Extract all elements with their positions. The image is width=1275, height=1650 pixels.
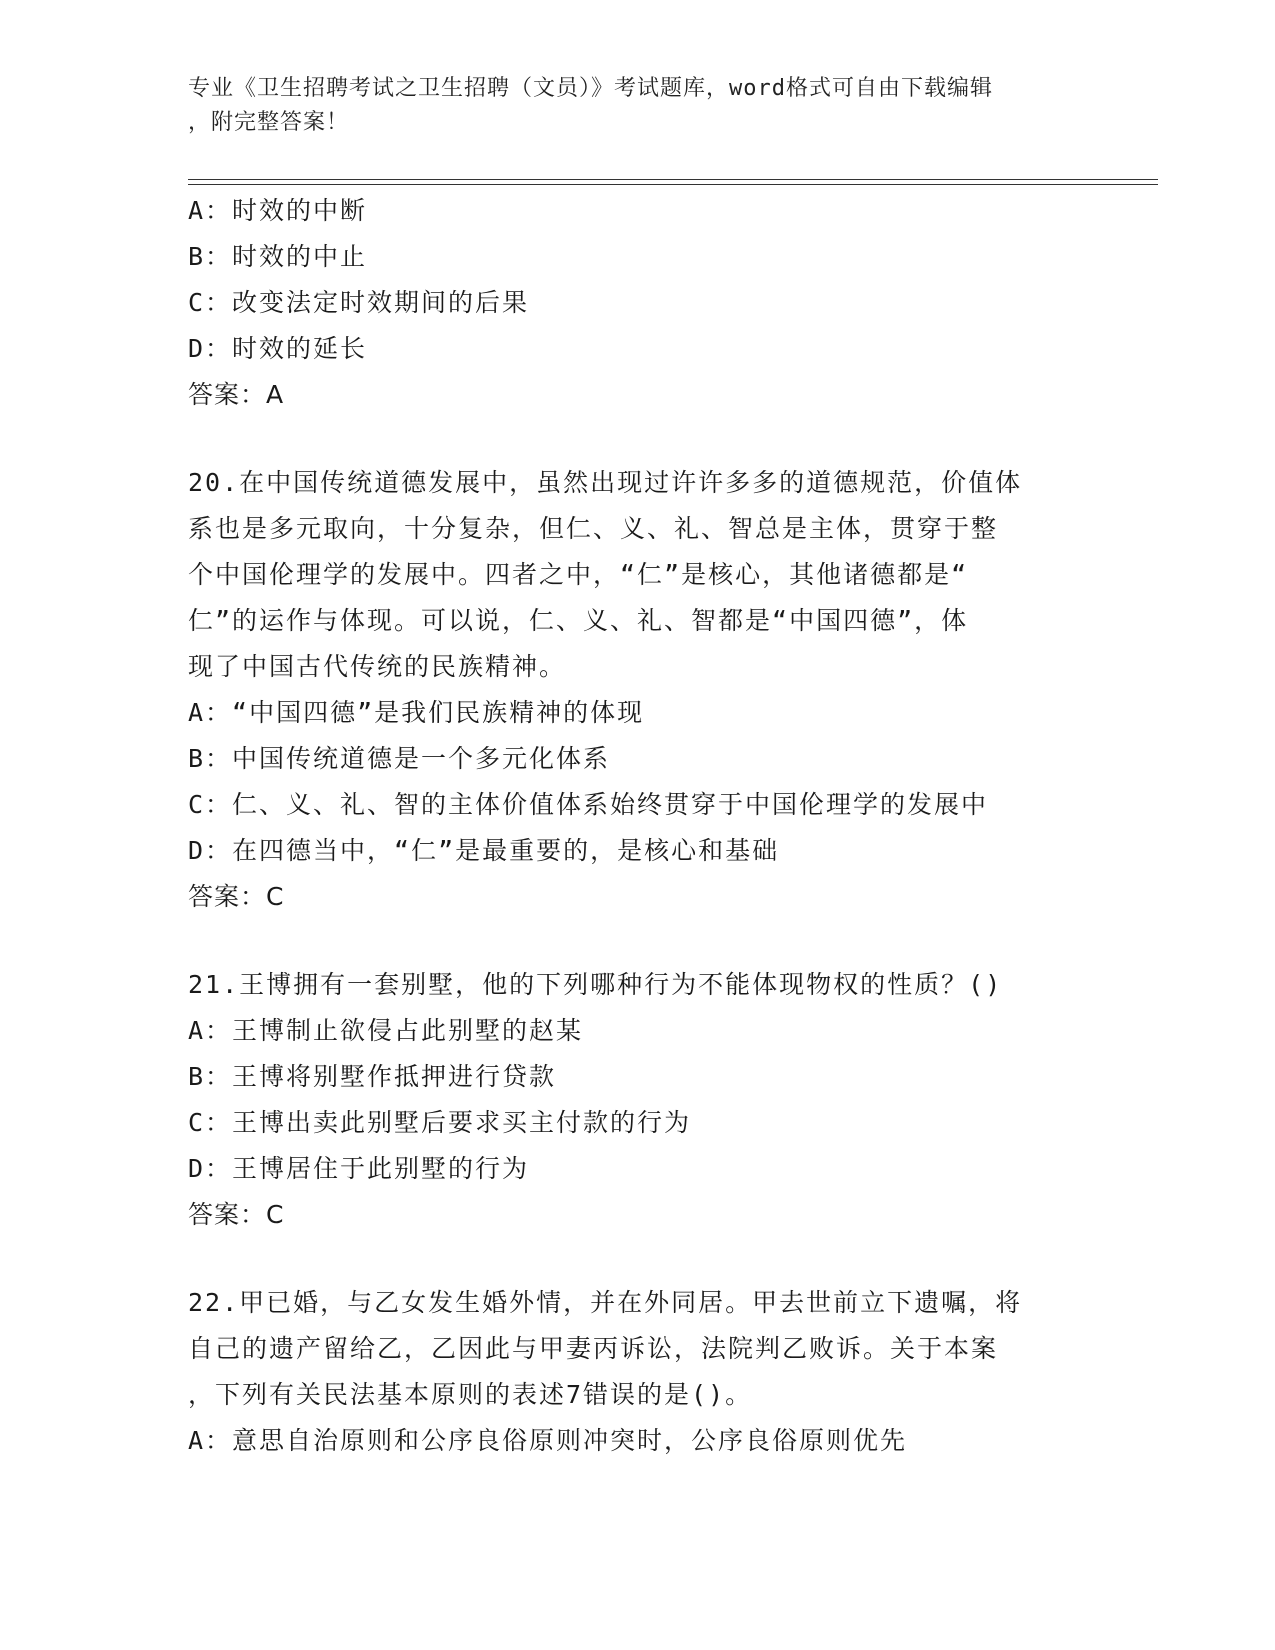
spacer bbox=[188, 1238, 1088, 1280]
option-c: C：改变法定时效期间的后果 bbox=[188, 288, 530, 317]
spacer bbox=[188, 920, 1088, 962]
option-b: B：王博将别墅作抵押进行贷款 bbox=[188, 1062, 557, 1091]
option-b: B：中国传统道德是一个多元化体系 bbox=[188, 744, 611, 773]
option-a: A：意思自治原则和公序良俗原则冲突时，公序良俗原则优先 bbox=[188, 1426, 908, 1455]
question-stem-line: 21.王博拥有一套别墅，他的下列哪种行为不能体现物权的性质？() bbox=[188, 970, 1003, 999]
option-a: A：“中国四德”是我们民族精神的体现 bbox=[188, 698, 645, 727]
question-stem-line: 个中国伦理学的发展中。四者之中，“仁”是核心，其他诸德都是“ bbox=[188, 560, 969, 589]
answer-line: 答案：C bbox=[188, 882, 285, 911]
question-stem-line: 现了中国古代传统的民族精神。 bbox=[188, 652, 567, 681]
option-d: D：时效的延长 bbox=[188, 334, 368, 363]
question-stem-line: 20.在中国传统道德发展中，虽然出现过许许多多的道德规范，价值体 bbox=[188, 468, 1023, 497]
question-stem-line: 自己的遗产留给乙，乙因此与甲妻丙诉讼，法院判乙败诉。关于本案 bbox=[188, 1334, 999, 1363]
option-d: D：王博居住于此别墅的行为 bbox=[188, 1154, 530, 1183]
question-block-21 bbox=[188, 962, 1088, 1238]
question-stem-line: 仁”的运作与体现。可以说，仁、义、礼、智都是“中国四德”，体 bbox=[188, 606, 969, 635]
option-b: B：时效的中止 bbox=[188, 242, 368, 271]
spacer bbox=[188, 418, 1088, 460]
option-c: C：王博出卖此别墅后要求买主付款的行为 bbox=[188, 1108, 692, 1137]
question-stem-line: 系也是多元取向，十分复杂，但仁、义、礼、智总是主体，贯穿于整 bbox=[188, 514, 999, 543]
document-header bbox=[188, 72, 1088, 140]
question-block-20 bbox=[188, 460, 1088, 920]
header-divider-top bbox=[188, 179, 1158, 180]
header-line-1: 专业《卫生招聘考试之卫生招聘（文员）》考试题库，word格式可自由下载编辑 bbox=[188, 76, 993, 101]
question-stem-line: 22.甲已婚，与乙女发生婚外情，并在外同居。甲去世前立下遗嘱，将 bbox=[188, 1288, 1023, 1317]
question-list bbox=[188, 188, 1088, 1464]
header-line-2: ，附完整答案！ bbox=[188, 110, 350, 135]
option-a: A：时效的中断 bbox=[188, 196, 368, 225]
option-c: C：仁、义、礼、智的主体价值体系始终贯穿于中国伦理学的发展中 bbox=[188, 790, 989, 819]
option-a: A：王博制止欲侵占此别墅的赵某 bbox=[188, 1016, 584, 1045]
option-d: D：在四德当中，“仁”是最重要的，是核心和基础 bbox=[188, 836, 780, 865]
question-block-22 bbox=[188, 1280, 1088, 1464]
answer-line: 答案：C bbox=[188, 1200, 285, 1229]
question-stem-line: ，下列有关民法基本原则的表述7错误的是()。 bbox=[188, 1380, 753, 1409]
header-divider-bottom bbox=[188, 184, 1158, 185]
answer-line: 答案：A bbox=[188, 380, 285, 409]
question-block-prev bbox=[188, 188, 1088, 418]
